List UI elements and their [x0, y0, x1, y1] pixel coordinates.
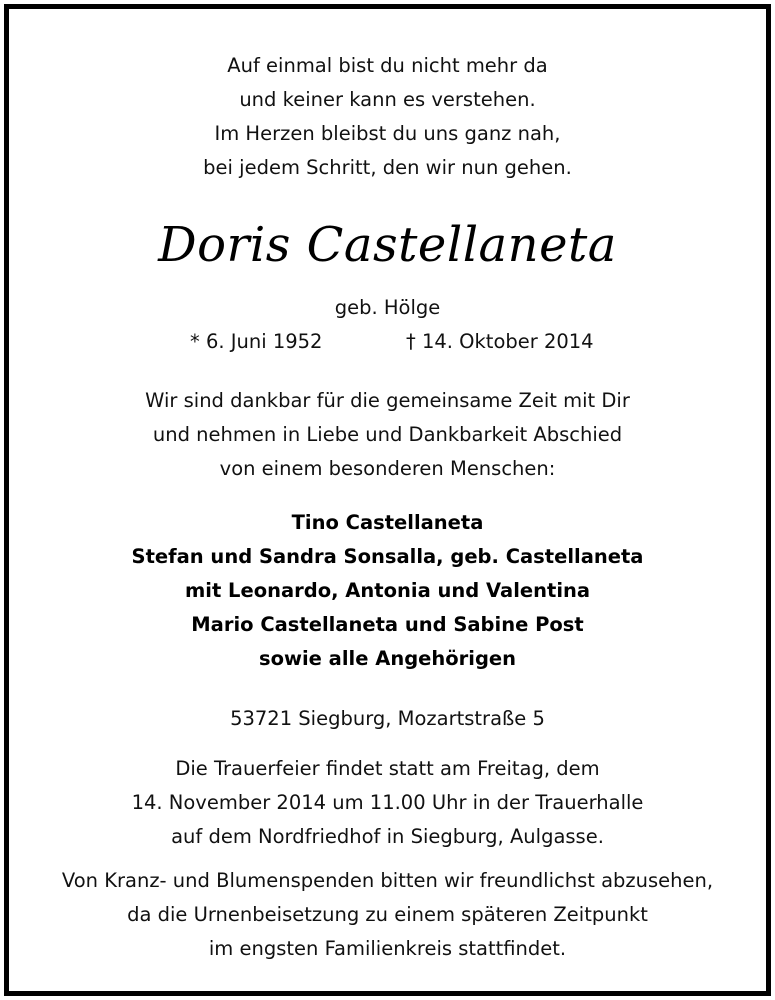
- poem: [9, 49, 766, 185]
- request-line: da die Urnenbeisetzung zu einem späteren Zeitpunkt: [127, 903, 648, 926]
- obituary-frame: [4, 4, 771, 996]
- obituary-content: [9, 9, 766, 991]
- life-dates: [9, 325, 766, 359]
- funeral-line: 14. November 2014 um 11.00 Uhr in der Trauerhalle: [131, 791, 644, 814]
- request-line: Von Kranz- und Blumenspenden bitten wir freundlichst abzusehen,: [61, 869, 714, 892]
- mourners-list: [9, 506, 766, 676]
- maiden-name: geb. Hölge: [334, 296, 441, 319]
- funeral-line: Die Trauerfeier findet statt am Freitag, dem: [175, 757, 600, 780]
- mourner-line: Mario Castellaneta und Sabine Post: [191, 613, 584, 636]
- mourner-line: Tino Castellaneta: [291, 511, 484, 534]
- funeral-info: [9, 752, 766, 854]
- request-line: im engsten Familienkreis stattfindet.: [208, 937, 567, 960]
- donation-request: [9, 864, 766, 966]
- funeral-line: auf dem Nordfriedhof in Siegburg, Aulgasse.: [171, 825, 604, 848]
- mourner-line: mit Leonardo, Antonia und Valentina: [184, 579, 591, 602]
- poem-line: bei jedem Schritt, den wir nun gehen.: [203, 156, 572, 179]
- birth-date: * 6. Juni 1952: [190, 330, 323, 353]
- mourner-line: sowie alle Angehörigen: [258, 647, 517, 670]
- death-date: † 14. Oktober 2014: [406, 330, 594, 353]
- poem-line: Im Herzen bleibst du uns ganz nah,: [214, 122, 561, 145]
- thanks-line: Wir sind dankbar für die gemeinsame Zeit mit Dir: [145, 389, 630, 412]
- thanks-text: [9, 384, 766, 486]
- poem-line: und keiner kann es verstehen.: [239, 88, 536, 111]
- address: 53721 Siegburg, Mozartstraße 5: [230, 707, 545, 730]
- deceased-name: Doris Castellaneta: [158, 217, 617, 273]
- thanks-line: von einem besonderen Menschen:: [219, 457, 556, 480]
- poem-line: Auf einmal bist du nicht mehr da: [227, 54, 548, 77]
- mourner-line: Stefan und Sandra Sonsalla, geb. Castellaneta: [131, 545, 644, 568]
- thanks-line: und nehmen in Liebe und Dankbarkeit Abschied: [152, 423, 623, 446]
